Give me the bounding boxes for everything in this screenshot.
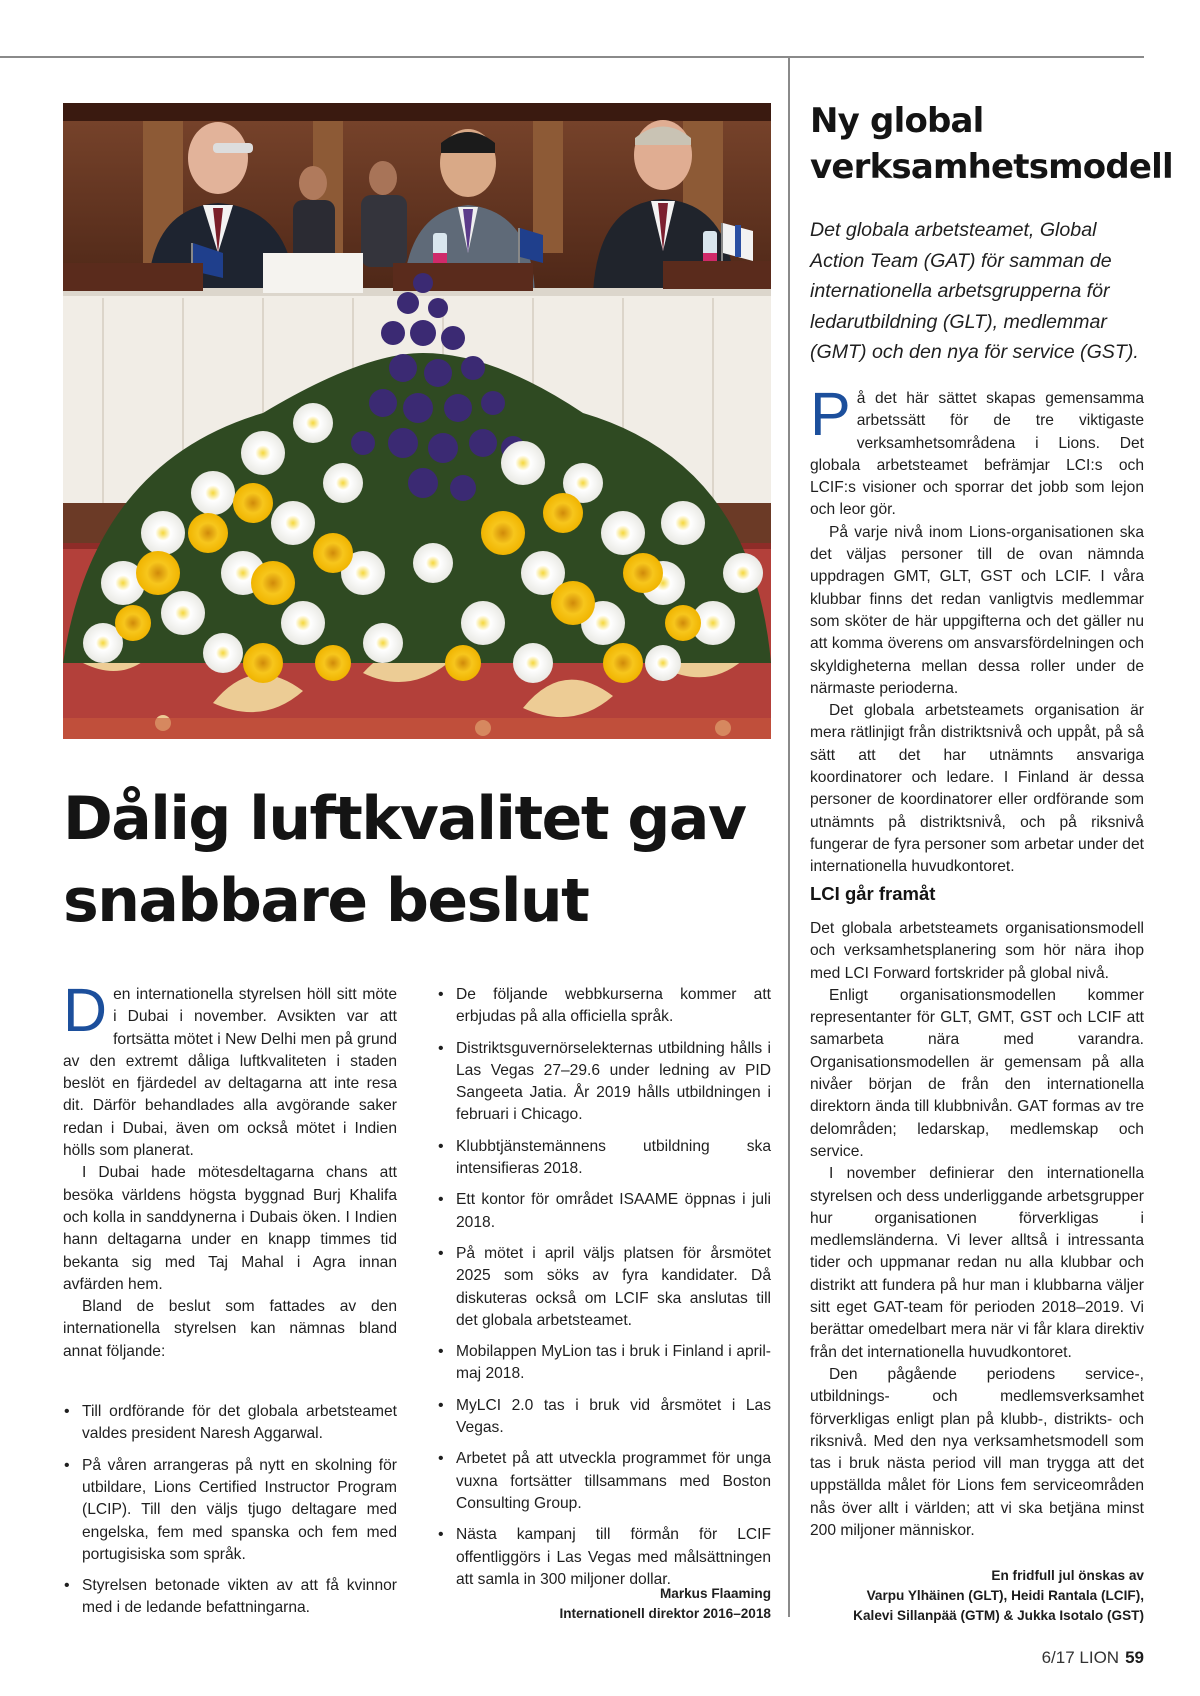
list-item: • På mötet i april väljs platsen för årsmötet 2025 som söks av fyra kandidater. Då diskuteras också om LCIF ska anslutas till det globala arbetsteamet. xyxy=(437,1243,771,1332)
headline-line-1: Dålig luftkvalitet gav xyxy=(63,784,746,854)
list-item: • Styrelsen betonade vikten av att få kvinnor med i de ledande befattningarna. xyxy=(63,1575,397,1620)
sidebar-title-line-1: Ny global xyxy=(810,101,984,141)
sidebar-subheading: LCI går framåt xyxy=(810,883,936,904)
page-number: 59 xyxy=(1125,1648,1144,1667)
article-headline xyxy=(63,778,771,942)
article-column-middle xyxy=(437,984,771,1621)
article-paragraph-1 xyxy=(63,976,397,1162)
sidebar-paragraph-6: I november definierar den internationella styrelsen och dess underliggande arbetsgrupper hur organisationen förverkligas i medlemsländerna. Vi lever alltså i intressanta tider och uppmanar redan nu alla klubbar och distrikt att fundera på hur man i klubbarna väljer sitt eget GAT-team för perioden 2018–2019. Vi berättar omedelbart mera när vi får klara direktiv från det internationella huvudkontoret. xyxy=(810,1165,1144,1361)
list-item: • Till ordförande för det globala arbetsteamet valdes president Naresh Aggarwal. xyxy=(63,1401,397,1446)
sidebar-body-2 xyxy=(810,918,1144,1542)
sidebar-title-line-2: verksamhetsmodell xyxy=(810,147,1173,187)
sidebar-paragraph-7: Den pågående periodens service-, utbildnings- och medlemsverksamhet förverkligas enligt plan på klubb-, distrikts- och riksnivå. Med den nya verksamhetsmodell som tas i bruk nästa period vill man trygga att det uppställda målet för Lions fem serviceområden nås över allt i världen; att vi ska betjäna minst 200 miljoner människor. xyxy=(810,1365,1144,1540)
sidebar-paragraph-4: Det globala arbetsteamets organisationsmodell och verksamhetsplanering som hör nära ihop med LCI Forward fortskrider på global nivå. xyxy=(810,920,1144,982)
sidebar-paragraph-5: Enligt organisationsmodellen kommer representanter för GLT, GMT, GST och LCIF att samarbeta nära med varandra. Organisationsmodellen är gemensam på alla nivåer början de från den internationella direktorn ända till klubbnivån. GAT formas av tre delområden; ledarskap, medlemskap och service. xyxy=(810,986,1144,1160)
sidebar-paragraph-2: På varje nivå inom Lions-organisationen ska det väljas personer till de ovan nämnda uppdragen GMT, GLT, GST och LCIF. I våra klubbar finns det redan vanligtvis medlemmar som sköter de här uppgifterna och det gäller nu att komma överens om ansvarsfördelningen och skyldigheterna mellan dessa roller under de närmaste perioderna. xyxy=(810,523,1144,697)
list-item: • MyLCI 2.0 tas i bruk vid årsmötet i Las Vegas. xyxy=(437,1395,771,1440)
sidebar-paragraph-1 xyxy=(810,380,1144,522)
sidebar-body-1 xyxy=(810,380,1144,879)
article-column-left xyxy=(63,976,397,1629)
list-item: • På våren arrangeras på nytt en skolning för utbildare, Lions Certified Instructor Program (LCIP). Till den väljs tjugo deltagare med engelska, fem med spanska och fem med portugisiska som språk. xyxy=(63,1455,397,1566)
headline-line-2: snabbare beslut xyxy=(63,866,589,936)
decision-list-left xyxy=(63,1401,397,1620)
list-item: • Mobilappen MyLion tas i bruk i Finland i april-maj 2018. xyxy=(437,1341,771,1386)
list-item: • Nästa kampanj till förmån för LCIF offentliggörs i Las Vegas med målsättningen att samla in 300 miljoner dollar. xyxy=(437,1524,771,1591)
sidebar-title xyxy=(810,98,1173,190)
decision-list-right xyxy=(437,984,771,1591)
list-item: • Arbetet på att utveckla programmet för unga vuxna fortsätter tillsammans med Boston Consulting Group. xyxy=(437,1448,771,1515)
page-folio xyxy=(900,1648,1144,1668)
sidebar-greeting xyxy=(810,1566,1144,1626)
greeting-line-1: En fridfull jul önskas av xyxy=(991,1568,1144,1583)
list-item: • Klubbtjänstemännens utbildning ska intensifieras 2018. xyxy=(437,1136,771,1181)
greeting-line-2: Varpu Ylhäinen (GLT), Heidi Rantala (LCIF), xyxy=(866,1588,1144,1603)
sidebar-paragraph-1-text: å det här sättet skapas gemensamma arbetssätt för de tre viktigaste verksamhetsområdena i Lions. Det globala arbetsteamet befrämjar LCI:s och LCIF:s visioner och sporrar det jobb som lejon och leor gör. xyxy=(810,390,1144,519)
list-item: • Ett kontor för området ISAAME öppnas i juli 2018. xyxy=(437,1189,771,1234)
signature-name: Markus Flaaming xyxy=(659,1586,771,1601)
meeting-photo xyxy=(63,103,771,739)
issue-label: 6/17 LION xyxy=(1041,1648,1120,1667)
article-paragraph-1-text: en internationella styrelsen höll sitt möte i Dubai i november. Avsikten var att fortsätta mötet i New Delhi men på grund av den extremt dåliga luftkvaliteten i staden beslöt en fjärdedel av deltagarna att inte resa dit. Därför behandlades alla avgörande saker redan i Dubai, även om också mötet i Indien hölls som planerat. xyxy=(63,986,397,1160)
article-dropcap: D xyxy=(63,976,108,1044)
greeting-line-3: Kalevi Sillanpää (GTM) & Jukka Isotalo (GST) xyxy=(853,1608,1144,1623)
meeting-flower-arrangement-photo xyxy=(63,103,771,739)
sidebar-lead: Det globala arbetsteamet, Global Action Team (GAT) för samman de internationella arbetsgrupperna för ledarutbildning (GLT), medlemmar (GMT) och den nya för service (GST). xyxy=(810,219,1139,364)
article-signature xyxy=(437,1584,771,1624)
list-item: • Distriktsguvernörselekternas utbildning hålls i Las Vegas 27–29.6 under ledning av PID Sangeeta Jatia. År 2019 hålls utbildningen i februari i Chicago. xyxy=(437,1038,771,1127)
article-paragraph-3: Bland de beslut som fattades av den internationella styrelsen kan nämnas bland annat följande: xyxy=(63,1298,397,1360)
sidebar-paragraph-3: Det globala arbetsteamets organisation är mera rätlinjigt från distriktsnivå och uppåt, på så sätt att det har utnämnts ansvariga koordinatorer och ledare. I Finland är dessa personer de koordinatorer eller ordförande som utnämnts på distriktsnivå, och på riksnivå fungerar de fyra personer som arbetar under det internationella huvudkontoret. xyxy=(810,702,1144,876)
signature-title: Internationell direktor 2016–2018 xyxy=(559,1606,771,1621)
list-item: • De följande webbkurserna kommer att erbjudas på alla officiella språk. xyxy=(437,984,771,1029)
top-rule xyxy=(0,56,1144,58)
sidebar-dropcap: P xyxy=(810,380,851,448)
article-paragraph-2: I Dubai hade mötesdeltagarna chans att besöka världens högsta byggnad Burj Khalifa och kolla in sanddynerna i Dubais öken. I Indien hann deltagarna under en knapp timmes tid bekanta sig med Taj Mahal i Agra innan avfärden hem. xyxy=(63,1164,397,1293)
column-rule xyxy=(788,57,790,1617)
